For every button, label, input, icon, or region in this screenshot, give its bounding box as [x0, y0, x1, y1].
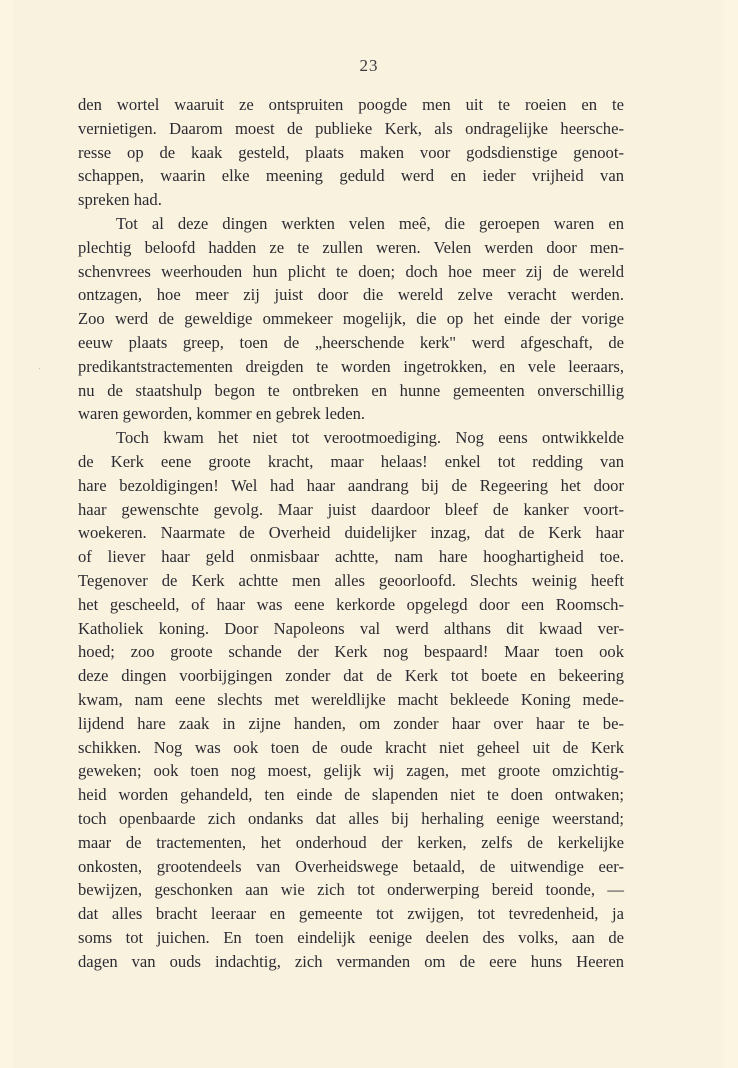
- margin-mark: ·: [38, 364, 42, 375]
- body-text: [78, 93, 624, 973]
- text-line: nu de staatshulp begon te ontbreken en hunne gemeenten onverschillig: [78, 380, 624, 400]
- text-line: resse op de kaak gesteld, plaats maken voor godsdienstige genoot-: [78, 142, 624, 162]
- text-line: deze dingen voorbijgingen zonder dat de Kerk tot boete en bekeering: [78, 666, 624, 686]
- text-line: soms tot juichen. En toen eindelijk eenige deelen des volks, aan de: [78, 927, 624, 947]
- text-line: schappen, waarin elke meening geduld werd en ieder vrijheid van: [78, 166, 624, 186]
- text-line: vernietigen. Daarom moest de publieke Kerk, als ondragelijke heersche-: [78, 118, 624, 138]
- text-line: de Kerk eene groote kracht, maar helaas! enkel tot redding van: [78, 451, 624, 471]
- text-line: dagen van ouds indachtig, zich vermanden om de eere huns Heeren: [78, 951, 624, 971]
- text-line: maar de tractementen, het onderhoud der kerken, zelfs de kerkelijke: [78, 832, 624, 852]
- text-line: ontzagen, hoe meer zij juist door die wereld zelve veracht werden.: [78, 285, 624, 305]
- text-line: haar gewenschte gevolg. Maar juist daardoor bleef de kanker voort-: [78, 499, 624, 519]
- text-line: kwam, nam eene slechts met wereldlijke macht bekleede Koning mede-: [78, 689, 624, 709]
- text-line: lijdend hare zaak in zijne handen, om zonder haar over haar te be-: [78, 713, 624, 733]
- text-line: eeuw plaats greep, toen de „heerschende kerk" werd afgeschaft, de: [78, 332, 624, 352]
- text-line: Katholiek koning. Door Napoleons val werd althans dit kwaad ver-: [78, 618, 624, 638]
- text-line: Tot al deze dingen werkten velen meê, die geroepen waren en: [116, 213, 624, 233]
- text-line: plechtig beloofd hadden ze te zullen weren. Velen werden door men-: [78, 237, 624, 257]
- text-line: dat alles bracht leeraar en gemeente tot zwijgen, tot tevredenheid, ja: [78, 904, 624, 924]
- text-line: heid worden gehandeld, ten einde de slapenden niet te doen ontwaken;: [78, 785, 624, 805]
- text-line: spreken had.: [78, 190, 162, 210]
- text-line: hoed; zoo groote schande der Kerk nog bespaard! Maar toen ook: [78, 642, 624, 662]
- text-line: Tegenover de Kerk achtte men alles geoorloofd. Slechts weinig heeft: [78, 570, 624, 590]
- text-line: predikantstractementen dreigden te worden ingetrokken, en vele leeraars,: [78, 356, 624, 376]
- text-line: Toch kwam het niet tot verootmoediging. Nog eens ontwikkelde: [116, 428, 624, 448]
- page-number: 23: [359, 56, 379, 75]
- text-line: het gescheeld, of haar was eene kerkorde opgelegd door een Roomsch-: [78, 594, 624, 614]
- text-line: toch openbaarde zich ondanks dat alles bij herhaling eenige weerstand;: [78, 808, 624, 828]
- text-line: schikken. Nog was ook toen de oude kracht niet geheel uit de Kerk: [78, 737, 624, 757]
- text-line: Zoo werd de geweldige ommekeer mogelijk, die op het einde der vorige: [78, 309, 624, 329]
- text-line: geweken; ook toen nog moest, gelijk wij zagen, met groote omzichtig-: [78, 761, 624, 781]
- text-line: hare bezoldigingen! Wel had haar aandrang bij de Regeering het door: [78, 475, 624, 495]
- text-line: of liever haar geld onmisbaar achtte, nam hare hooghartigheid toe.: [78, 547, 624, 567]
- text-line: den wortel waaruit ze ontspruiten poogde men uit te roeien en te: [78, 95, 624, 114]
- text-line: schenvrees weerhouden hun plicht te doen; doch hoe meer zij de wereld: [78, 261, 624, 281]
- text-line: woekeren. Naarmate de Overheid duidelijker inzag, dat de Kerk haar: [78, 523, 624, 543]
- text-line: waren geworden, kommer en gebrek leden.: [78, 404, 366, 424]
- text-line: onkosten, grootendeels van Overheidswege betaald, de uitwendige eer-: [78, 856, 624, 876]
- text-line: bewijzen, geschonken aan wie zich tot onderwerping bereid toonde, —: [78, 880, 624, 900]
